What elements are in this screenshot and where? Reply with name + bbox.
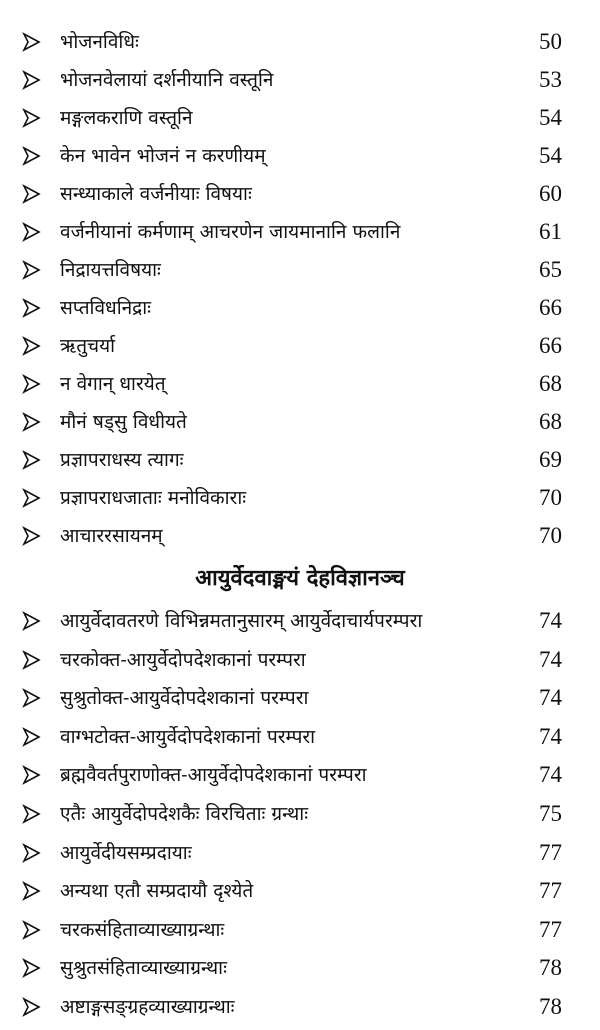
toc-entry bbox=[0, 482, 600, 520]
toc-entry bbox=[0, 140, 600, 178]
toc-entry-title: आयुर्वेदावतरणे विभिन्नमतानुसारम् आयुर्वेदाचार्यपरम्परा bbox=[60, 610, 423, 632]
toc-entry bbox=[0, 644, 600, 682]
toc-entry bbox=[0, 406, 600, 444]
arrowhead-bullet-icon bbox=[22, 843, 42, 863]
toc-entry bbox=[0, 682, 600, 720]
arrowhead-bullet-icon bbox=[22, 688, 42, 708]
toc-entry-page-number: 74 bbox=[539, 723, 562, 749]
toc-entry-page-number: 54 bbox=[539, 105, 562, 130]
toc-entry bbox=[0, 991, 600, 1029]
toc-entry-title: प्रज्ञापराधस्य त्यागः bbox=[60, 449, 184, 471]
toc-entry-title: सप्तविधनिद्राः bbox=[60, 297, 152, 319]
arrowhead-bullet-icon bbox=[22, 336, 42, 356]
toc-entry-title: भोजनविधिः bbox=[60, 31, 139, 53]
arrowhead-bullet-icon bbox=[22, 146, 42, 166]
toc-entry bbox=[0, 254, 600, 292]
toc-entry-title: सुश्रुतोक्त-आयुर्वेदोपदेशकानां परम्परा bbox=[60, 687, 309, 710]
toc-entry-page-number: 78 bbox=[539, 955, 562, 981]
toc-entry bbox=[0, 605, 600, 643]
toc-entry-title: निद्रायत्तविषयाः bbox=[60, 259, 161, 281]
section-heading: आयुर्वेदवाङ्मयं देहविज्ञानञ्च bbox=[195, 565, 405, 591]
toc-entry-page-number: 77 bbox=[539, 916, 562, 942]
toc-entry-title: प्रज्ञापराधजाताः मनोविकाराः bbox=[60, 487, 247, 509]
toc-entry bbox=[0, 837, 600, 875]
toc-entry-page-number: 65 bbox=[539, 257, 562, 282]
arrowhead-bullet-icon bbox=[22, 488, 42, 508]
arrowhead-bullet-icon bbox=[22, 997, 42, 1017]
toc-entry-page-number: 60 bbox=[539, 181, 562, 206]
toc-entry-title: चरकोक्त-आयुर्वेदोपदेशकानां परम्परा bbox=[60, 648, 306, 671]
toc-entry-page-number: 66 bbox=[539, 333, 562, 358]
toc-entry-page-number: 74 bbox=[539, 608, 562, 633]
toc-entry-title: एतैः आयुर्वेदोपदेशकैः विरचिताः ग्रन्थाः bbox=[60, 803, 309, 825]
toc-entry-title: भोजनवेलायां दर्शनीयानि वस्तूनि bbox=[60, 69, 274, 91]
toc-entry-title: मौनं षड्सु विधीयते bbox=[60, 411, 187, 433]
toc-entry bbox=[0, 914, 600, 952]
toc-entry bbox=[0, 292, 600, 330]
toc-entry-title: वर्जनीयानां कर्मणाम् आचरणेन जायमानानि फलानि bbox=[60, 221, 401, 243]
toc-entry bbox=[0, 444, 600, 482]
arrowhead-bullet-icon bbox=[22, 526, 42, 546]
arrowhead-bullet-icon bbox=[22, 727, 42, 747]
toc-entry-title: चरकसंहिताव्याख्याग्रन्थाः bbox=[60, 918, 225, 941]
toc-entry bbox=[0, 64, 600, 102]
toc-entry-title: मङ्गलकराणि वस्तूनि bbox=[60, 107, 193, 129]
arrowhead-bullet-icon bbox=[22, 412, 42, 432]
toc-entry-page-number: 61 bbox=[539, 219, 562, 244]
toc-entry bbox=[0, 330, 600, 368]
toc-entry-title: अष्टाङ्गसङ्ग्रहव्याख्याग्रन्थाः bbox=[60, 996, 235, 1018]
arrowhead-bullet-icon bbox=[22, 804, 42, 824]
toc-entry-title: अन्यथा एतौ सम्प्रदायौ दृश्येते bbox=[60, 880, 254, 903]
arrowhead-bullet-icon bbox=[22, 881, 42, 901]
arrowhead-bullet-icon bbox=[22, 920, 42, 940]
toc-entry bbox=[0, 178, 600, 216]
arrowhead-bullet-icon bbox=[22, 298, 42, 318]
toc-entry-page-number: 54 bbox=[539, 143, 562, 168]
toc-entry-title: सुश्रुतसंहिताव्याख्याग्रन्थाः bbox=[60, 957, 227, 980]
toc-entry-page-number: 74 bbox=[539, 646, 562, 672]
toc-entry-page-number: 50 bbox=[539, 29, 562, 54]
toc-entry bbox=[0, 520, 600, 558]
arrowhead-bullet-icon bbox=[22, 260, 42, 280]
arrowhead-bullet-icon bbox=[22, 450, 42, 470]
toc-entry bbox=[0, 26, 600, 64]
toc-entry bbox=[0, 759, 600, 797]
toc-entry-title: आयुर्वेदीयसम्प्रदायाः bbox=[60, 841, 192, 864]
toc-entry-page-number: 77 bbox=[539, 878, 562, 904]
toc-entry-title: ऋतुचर्या bbox=[60, 335, 116, 357]
toc-entry-title: वाग्भटोक्त-आयुर्वेदोपदेशकानां परम्परा bbox=[60, 725, 316, 748]
toc-entry-page-number: 70 bbox=[539, 485, 562, 510]
toc-entry bbox=[0, 875, 600, 913]
toc-entry bbox=[0, 952, 600, 990]
arrowhead-bullet-icon bbox=[22, 765, 42, 785]
toc-entry-page-number: 69 bbox=[539, 447, 562, 472]
toc-entry-page-number: 77 bbox=[539, 839, 562, 865]
toc-entry-title: ब्रह्मवैवर्तपुराणोक्त-आयुर्वेदोपदेशकानां परम्परा bbox=[60, 764, 367, 787]
toc-entry-page-number: 53 bbox=[539, 67, 562, 92]
toc-entry-page-number: 68 bbox=[539, 371, 562, 396]
arrowhead-bullet-icon bbox=[22, 108, 42, 128]
toc-entry bbox=[0, 368, 600, 406]
arrowhead-bullet-icon bbox=[22, 184, 42, 204]
arrowhead-bullet-icon bbox=[22, 611, 42, 631]
arrowhead-bullet-icon bbox=[22, 958, 42, 978]
arrowhead-bullet-icon bbox=[22, 32, 42, 52]
toc-entry-page-number: 68 bbox=[539, 409, 562, 434]
arrowhead-bullet-icon bbox=[22, 70, 42, 90]
arrowhead-bullet-icon bbox=[22, 374, 42, 394]
toc-entry bbox=[0, 721, 600, 759]
toc-entry-page-number: 74 bbox=[539, 762, 562, 788]
toc-entry-page-number: 66 bbox=[539, 295, 562, 320]
toc-entry-title: केन भावेन भोजनं न करणीयम् bbox=[60, 145, 266, 167]
toc-entry-page-number: 78 bbox=[539, 994, 562, 1019]
arrowhead-bullet-icon bbox=[22, 650, 42, 670]
toc-entry-page-number: 75 bbox=[539, 801, 562, 826]
toc-entry-title: सन्ध्याकाले वर्जनीयाः विषयाः bbox=[60, 183, 252, 205]
toc-entry bbox=[0, 102, 600, 140]
toc-entry-page-number: 70 bbox=[539, 523, 562, 548]
toc-entry bbox=[0, 798, 600, 836]
arrowhead-bullet-icon bbox=[22, 222, 42, 242]
toc-entry-title: आचाररसायनम् bbox=[60, 525, 163, 547]
toc-entry-title: न वेगान् धारयेत् bbox=[60, 373, 166, 395]
toc-entry-page-number: 74 bbox=[539, 685, 562, 711]
toc-entry bbox=[0, 216, 600, 254]
